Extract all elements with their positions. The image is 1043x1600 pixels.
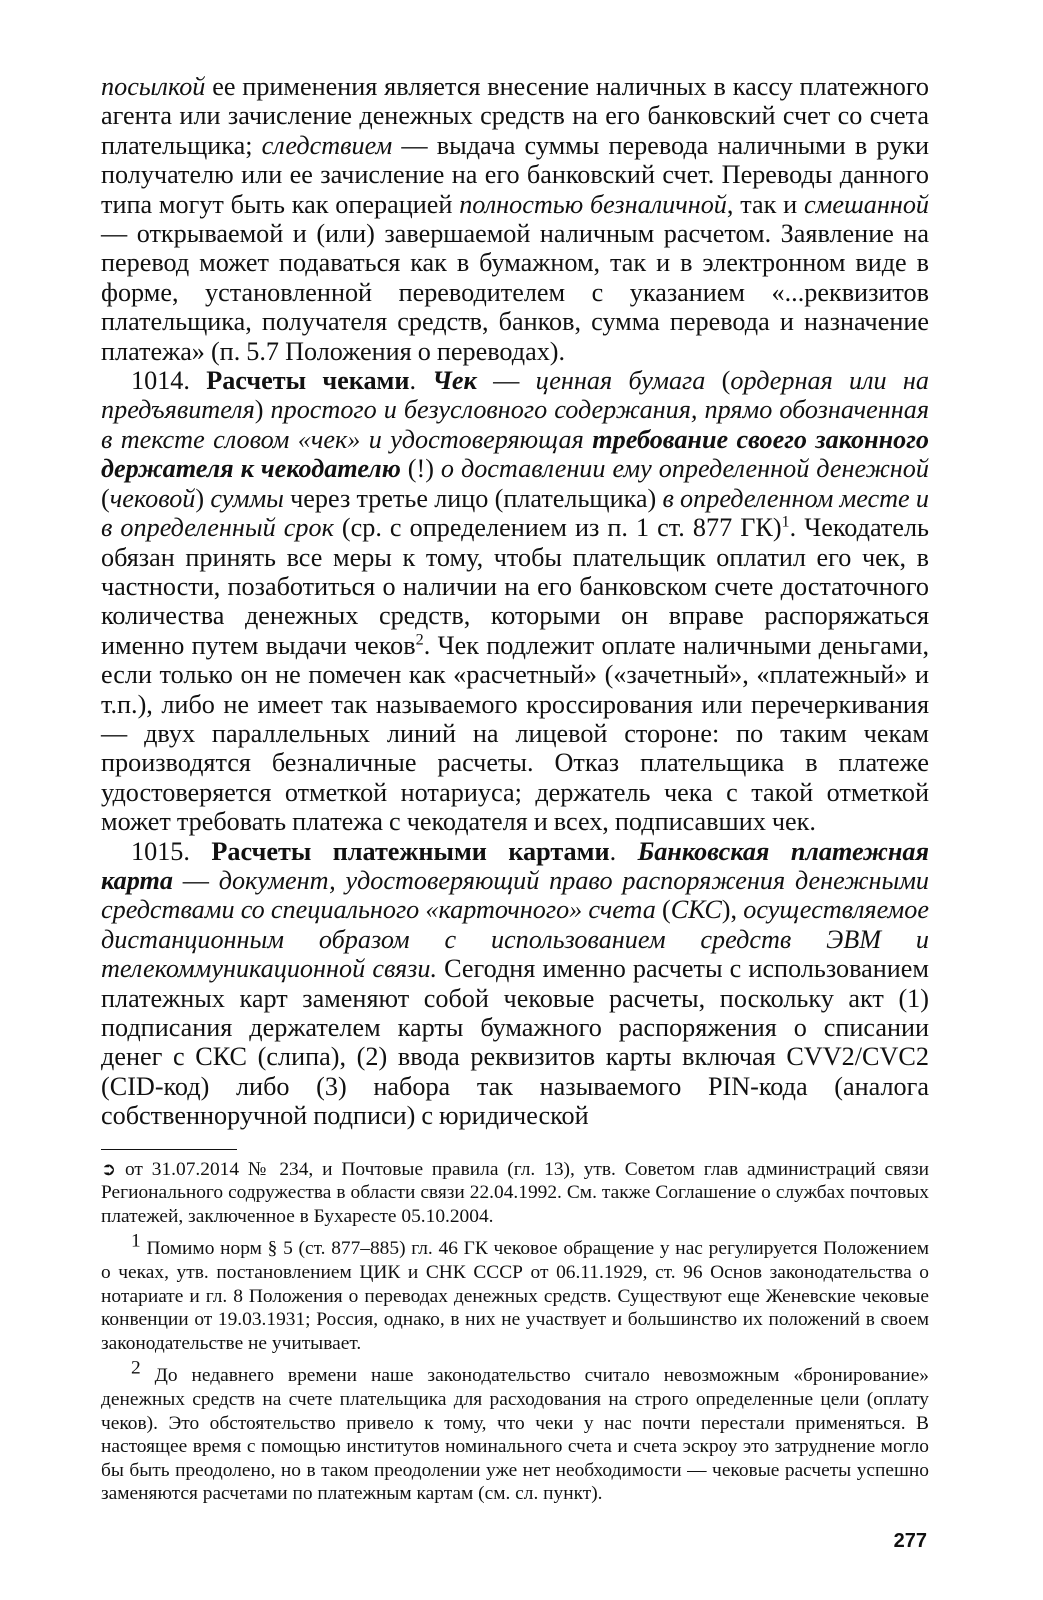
italic-run: осуществляемое дистанционным образом с использованием средств ЭВМ и телекоммуникационной связи.	[101, 895, 929, 984]
text-run: .	[409, 366, 433, 396]
footnote-ref: 2	[415, 629, 424, 648]
text-run: ее применения является внесение наличных в кассу платежного агента или зачисление денежных средств на его банковский счет со счета плательщика;	[101, 72, 929, 160]
text-run: .	[609, 836, 638, 866]
italic-run: документ, удостоверяющий право распоряжения денежными средствами со специального «карточного» счета	[101, 865, 930, 925]
text-run: )	[254, 395, 271, 425]
italic-run: следствием	[261, 130, 393, 160]
text-run: 1014.	[131, 366, 207, 396]
italic-run: смешанной	[804, 189, 930, 219]
italic-run: полностью безналичной	[459, 189, 727, 219]
footnote-2: 2 До недавнего времени наше законодательство считало невозможным «бронирование» денежных средств на счете плательщика для расходования на строго определенные цели (оплату чеков). Это обстоятельство привело к тому, что чеки у нас почти перестали применяться. В настоящее время с помощью институтов номинального счета и счета эскроу это затруднение могло бы быть преодолено, но в таком преодолении уже нет необходимости — чековые расчеты успешно заменяются расчетами по платежным картам (см. сл. пункт).	[101, 1357, 929, 1505]
italic-run: СКС	[670, 895, 722, 925]
footnote-1: 1 Помимо норм § 5 (ст. 877–885) гл. 46 ГК чековое обращение у нас регулируется Положением о чеках, утв. постановлением ЦИК и СНК СССР от 06.11.1929, ст. 96 Основ законодательства о нотариате и гл. 8 Положения о переводах денежных средств. Существуют еще Женевские чековые конвенции от 19.03.1931; Россия, однако, в них не участвует и большинство их положений в своем законодательстве не учитывает.	[101, 1230, 929, 1354]
text-run: (	[101, 483, 110, 513]
footnote-divider	[101, 1149, 237, 1150]
text-run: (	[655, 895, 671, 925]
italic-run: ценная бумага	[535, 366, 706, 396]
footnote-1-mark: 1	[131, 1230, 141, 1252]
footnote-2-mark: 2	[131, 1357, 141, 1379]
paragraph-1014-checks	[101, 366, 929, 837]
bold-italic-run: Чек	[432, 366, 477, 396]
italic-run: суммы	[210, 483, 284, 513]
continuation-arrow-icon: ➲	[101, 1158, 117, 1180]
footnote-continuation: ➲ от 31.07.2014 № 234, и Почтовые правила (гл. 13), утв. Советом глав администраций связи Регионального содружества в области связи 22.04.1992. См. также Соглашение о службах почтовых платежей, заключенное в Бухаресте 05.10.2004.	[101, 1158, 929, 1227]
text-run: — открываемой и (или) завершаемой наличным расчетом. Заявление на перевод может подаваться как в бумажном, так и в электронном виде в форме, установленной переводителем с указанием «...реквизитов плательщика, получателя средств, банков, сумма перевода и назначение платежа» (п. 5.7 Положения о переводах).	[101, 219, 929, 366]
page-number: 277	[893, 1530, 927, 1552]
text-run: через третье лицо (плательщика)	[283, 483, 663, 513]
italic-run: посылкой	[101, 72, 206, 101]
text-run: . Чек подлежит оплате наличными деньгами, если только он не помечен как «расчетный» («зачетный», «платежный» и т.п.), либо не имеет так называемого кроссирования или перечеркивания — двух параллельных линий на лицевой стороне: по таким чекам производятся безналичные расчеты. Отказ плательщика в платеже удостоверяется отметкой нотариуса; держатель чека с такой отметкой может требовать платежа с чекодателя и всех, подписавших чек.	[101, 630, 929, 837]
italic-run: простого и безусловного содержания, прямо обозначенная в тексте словом «чек» и удостоверяющая	[101, 395, 929, 454]
italic-run: чековой	[109, 483, 196, 513]
text-run: (!)	[400, 454, 441, 484]
italic-run: о доставлении ему определенной денежной	[440, 454, 929, 484]
text-run: —	[476, 366, 536, 396]
paragraph-1015-payment-cards	[101, 837, 929, 1131]
text-run: — выдача суммы перевода наличными в руки получателю или ее зачисление на его банковский счет. Переводы данного типа могут быть как операцией	[101, 130, 929, 219]
text-run: ),	[721, 895, 744, 925]
text-run: (	[705, 366, 731, 396]
footnotes	[101, 1158, 929, 1506]
main-text	[101, 72, 929, 1131]
bold-italic-run: Банковская платежная карта	[101, 836, 930, 895]
bold-run: Расчеты платежными картами	[211, 836, 610, 866]
text-run: 1015.	[131, 836, 212, 866]
footnote-ref: 1	[781, 512, 790, 531]
bold-italic-run: требование своего законного держателя к чекодателю	[101, 424, 929, 484]
page-content	[101, 72, 929, 1515]
paragraph-cont	[101, 72, 929, 366]
italic-run: в определенном месте и в определенный срок	[101, 483, 929, 543]
text-run: , так и	[726, 189, 805, 219]
italic-run: ордерная или на предъявителя	[101, 366, 930, 425]
text-run: Сегодня именно расчеты с использованием платежных карт заменяют собой чековые расчеты, поскольку акт (1) подписания держателем карты бумажного распоряжения о списании денег с СКС (слипа), (2) ввода реквизитов карты включая CVV2/CVC2 (CID-код) либо (3) набора так называемого PIN-кода (аналога собственноручной подписи) с юридической	[101, 954, 929, 1131]
text-run: (ср. с определением из п. 1 ст. 877 ГК)	[333, 513, 782, 543]
text-run: )	[195, 483, 211, 513]
text-run: —	[172, 865, 219, 895]
text-run: . Чекодатель обязан принять все меры к тому, чтобы плательщик оплатил его чек, в частности, позаботиться о наличии на его банковском счете достаточного количества денежных средств, которыми он вправе распоряжаться именно путем выдачи чеков	[101, 513, 929, 660]
bold-run: Расчеты чеками	[206, 366, 410, 396]
